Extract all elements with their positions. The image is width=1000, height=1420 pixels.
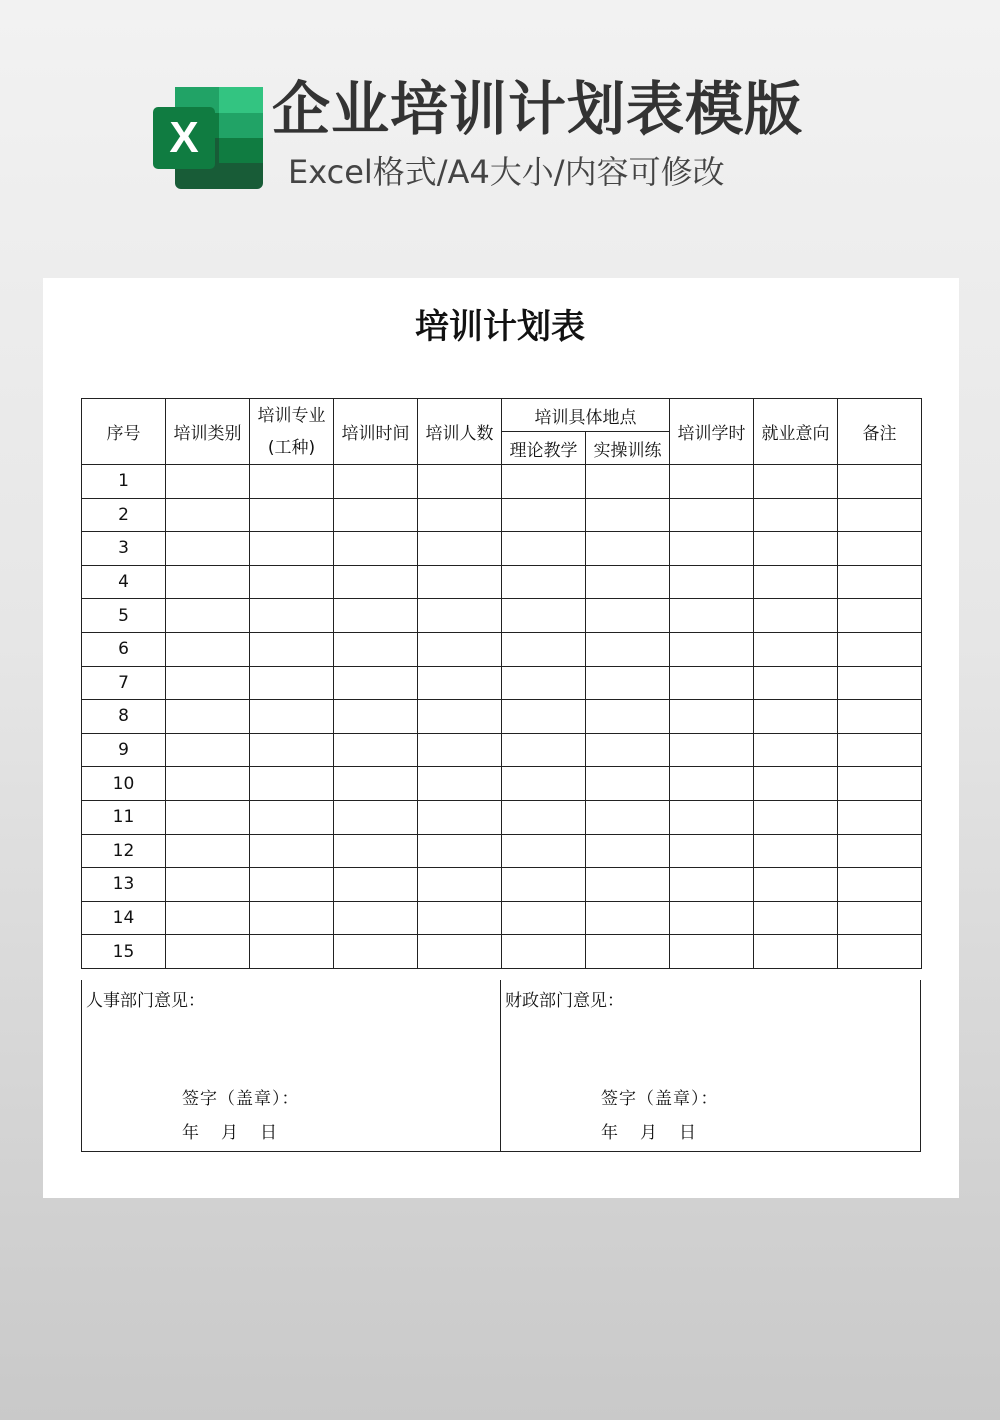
cell-time[interactable] (334, 767, 418, 801)
header-remark: 备注 (838, 399, 922, 465)
cell-practice[interactable] (586, 935, 670, 969)
cell-employment[interactable] (754, 465, 838, 499)
cell-theory[interactable] (502, 532, 586, 566)
cell-practice[interactable] (586, 666, 670, 700)
table-row (82, 733, 922, 767)
banner-subtitle: Excel格式/A4大小/内容可修改 (288, 153, 725, 191)
row-seq-cell: 6 (82, 632, 166, 666)
excel-logo-icon (153, 87, 265, 189)
cell-hours[interactable] (670, 498, 754, 532)
row-seq-cell: 2 (82, 498, 166, 532)
table-row (82, 767, 922, 801)
cell-remark[interactable] (838, 700, 922, 734)
cell-major[interactable] (250, 935, 334, 969)
cell-count[interactable] (418, 733, 502, 767)
cell-count[interactable] (418, 935, 502, 969)
cell-category[interactable] (166, 532, 250, 566)
finance-date-day: 日 (679, 1123, 696, 1143)
header-practice: 实操训练 (586, 432, 670, 465)
cell-employment[interactable] (754, 565, 838, 599)
table-row (82, 465, 922, 499)
cell-practice[interactable] (586, 498, 670, 532)
cell-practice[interactable] (586, 632, 670, 666)
cell-employment[interactable] (754, 767, 838, 801)
hr-date-day: 日 (260, 1123, 277, 1143)
cell-employment[interactable] (754, 868, 838, 902)
row-seq-cell: 5 (82, 599, 166, 633)
cell-hours[interactable] (670, 565, 754, 599)
cell-remark[interactable] (838, 834, 922, 868)
banner (0, 0, 1000, 240)
cell-time[interactable] (334, 733, 418, 767)
cell-category[interactable] (166, 666, 250, 700)
cell-count[interactable] (418, 565, 502, 599)
cell-time[interactable] (334, 599, 418, 633)
cell-practice[interactable] (586, 800, 670, 834)
cell-remark[interactable] (838, 599, 922, 633)
row-seq-cell: 12 (82, 834, 166, 868)
cell-employment[interactable] (754, 901, 838, 935)
hr-date-month: 月 (221, 1123, 238, 1143)
hr-signature-label: 签字（盖章）： (182, 1089, 300, 1109)
finance-date-month: 月 (640, 1123, 657, 1143)
cell-practice[interactable] (586, 532, 670, 566)
header-count: 培训人数 (418, 399, 502, 465)
finance-opinion-label: 财政部门意见： (505, 991, 624, 1011)
cell-time[interactable] (334, 868, 418, 902)
cell-employment[interactable] (754, 632, 838, 666)
cell-practice[interactable] (586, 599, 670, 633)
cell-major[interactable] (250, 834, 334, 868)
cell-time[interactable] (334, 700, 418, 734)
cell-practice[interactable] (586, 700, 670, 734)
table-body (82, 465, 922, 969)
table-row (82, 868, 922, 902)
header-employment: 就业意向 (754, 399, 838, 465)
table-row (82, 800, 922, 834)
cell-major[interactable] (250, 700, 334, 734)
finance-opinion-cell[interactable] (501, 980, 920, 1151)
cell-theory[interactable] (502, 733, 586, 767)
cell-major[interactable] (250, 532, 334, 566)
cell-hours[interactable] (670, 935, 754, 969)
cell-major[interactable] (250, 632, 334, 666)
cell-employment[interactable] (754, 733, 838, 767)
cell-practice[interactable] (586, 465, 670, 499)
table-row (82, 666, 922, 700)
header-location: 培训具体地点 (502, 399, 670, 432)
cell-major[interactable] (250, 868, 334, 902)
header-seq: 序号 (82, 399, 166, 465)
cell-major[interactable] (250, 666, 334, 700)
cell-hours[interactable] (670, 465, 754, 499)
cell-employment[interactable] (754, 498, 838, 532)
cell-count[interactable] (418, 834, 502, 868)
row-seq-cell: 7 (82, 666, 166, 700)
cell-remark[interactable] (838, 767, 922, 801)
header-major (250, 399, 334, 465)
cell-time[interactable] (334, 935, 418, 969)
table-row (82, 599, 922, 633)
cell-theory[interactable] (502, 700, 586, 734)
cell-time[interactable] (334, 465, 418, 499)
cell-time[interactable] (334, 532, 418, 566)
finance-date-year: 年 (601, 1123, 618, 1143)
cell-count[interactable] (418, 666, 502, 700)
cell-theory[interactable] (502, 834, 586, 868)
table-row (82, 632, 922, 666)
row-seq-cell: 15 (82, 935, 166, 969)
cell-hours[interactable] (670, 800, 754, 834)
cell-theory[interactable] (502, 868, 586, 902)
cell-category[interactable] (166, 465, 250, 499)
cell-employment[interactable] (754, 700, 838, 734)
cell-remark[interactable] (838, 532, 922, 566)
cell-theory[interactable] (502, 498, 586, 532)
banner-title: 企业培训计划表模版 (272, 75, 804, 143)
cell-major[interactable] (250, 733, 334, 767)
cell-remark[interactable] (838, 868, 922, 902)
cell-time[interactable] (334, 498, 418, 532)
cell-time[interactable] (334, 834, 418, 868)
sheet-title: 培训计划表 (415, 307, 585, 347)
cell-hours[interactable] (670, 700, 754, 734)
cell-theory[interactable] (502, 935, 586, 969)
cell-theory[interactable] (502, 767, 586, 801)
table-row (82, 700, 922, 734)
cell-major[interactable] (250, 901, 334, 935)
cell-category[interactable] (166, 599, 250, 633)
row-seq-cell: 8 (82, 700, 166, 734)
opinion-section (81, 980, 921, 1152)
cell-theory[interactable] (502, 901, 586, 935)
cell-category[interactable] (166, 700, 250, 734)
cell-employment[interactable] (754, 532, 838, 566)
cell-count[interactable] (418, 498, 502, 532)
cell-time[interactable] (334, 565, 418, 599)
cell-hours[interactable] (670, 767, 754, 801)
cell-major[interactable] (250, 565, 334, 599)
cell-count[interactable] (418, 767, 502, 801)
table-row (82, 532, 922, 566)
training-plan-table (81, 398, 922, 969)
cell-major[interactable] (250, 800, 334, 834)
cell-category[interactable] (166, 868, 250, 902)
table-row (82, 935, 922, 969)
cell-remark[interactable] (838, 733, 922, 767)
cell-category[interactable] (166, 565, 250, 599)
cell-count[interactable] (418, 465, 502, 499)
cell-practice[interactable] (586, 834, 670, 868)
cell-major[interactable] (250, 767, 334, 801)
cell-hours[interactable] (670, 733, 754, 767)
table-row (82, 901, 922, 935)
row-seq-cell: 14 (82, 901, 166, 935)
cell-time[interactable] (334, 666, 418, 700)
cell-category[interactable] (166, 767, 250, 801)
cell-category[interactable] (166, 901, 250, 935)
cell-employment[interactable] (754, 599, 838, 633)
cell-time[interactable] (334, 901, 418, 935)
cell-count[interactable] (418, 800, 502, 834)
row-seq-cell: 9 (82, 733, 166, 767)
cell-employment[interactable] (754, 800, 838, 834)
cell-practice[interactable] (586, 565, 670, 599)
cell-remark[interactable] (838, 935, 922, 969)
cell-hours[interactable] (670, 632, 754, 666)
cell-count[interactable] (418, 901, 502, 935)
cell-hours[interactable] (670, 868, 754, 902)
cell-practice[interactable] (586, 733, 670, 767)
cell-count[interactable] (418, 599, 502, 633)
cell-major[interactable] (250, 599, 334, 633)
cell-hours[interactable] (670, 834, 754, 868)
cell-hours[interactable] (670, 666, 754, 700)
cell-time[interactable] (334, 632, 418, 666)
cell-remark[interactable] (838, 901, 922, 935)
hr-opinion-cell[interactable] (82, 980, 501, 1151)
cell-category[interactable] (166, 632, 250, 666)
hr-date-year: 年 (182, 1123, 199, 1143)
cell-theory[interactable] (502, 599, 586, 633)
cell-remark[interactable] (838, 565, 922, 599)
table-row (82, 565, 922, 599)
header-time: 培训时间 (334, 399, 418, 465)
cell-employment[interactable] (754, 834, 838, 868)
header-category: 培训类别 (166, 399, 250, 465)
cell-remark[interactable] (838, 498, 922, 532)
cell-remark[interactable] (838, 800, 922, 834)
cell-count[interactable] (418, 700, 502, 734)
excel-logo-letter: X (169, 113, 199, 162)
table-row (82, 498, 922, 532)
cell-hours[interactable] (670, 599, 754, 633)
header-hours: 培训学时 (670, 399, 754, 465)
cell-category[interactable] (166, 834, 250, 868)
header-major-line1: 培训专业 (257, 405, 326, 426)
row-seq-cell: 1 (82, 465, 166, 499)
cell-hours[interactable] (670, 901, 754, 935)
cell-count[interactable] (418, 532, 502, 566)
cell-count[interactable] (418, 868, 502, 902)
cell-major[interactable] (250, 465, 334, 499)
cell-count[interactable] (418, 632, 502, 666)
row-seq-cell: 11 (82, 800, 166, 834)
cell-remark[interactable] (838, 465, 922, 499)
cell-remark[interactable] (838, 632, 922, 666)
row-seq-cell: 10 (82, 767, 166, 801)
cell-employment[interactable] (754, 935, 838, 969)
cell-category[interactable] (166, 935, 250, 969)
cell-remark[interactable] (838, 666, 922, 700)
finance-date (601, 1118, 718, 1143)
cell-practice[interactable] (586, 901, 670, 935)
cell-employment[interactable] (754, 666, 838, 700)
cell-time[interactable] (334, 800, 418, 834)
row-seq-cell: 3 (82, 532, 166, 566)
table-row (82, 834, 922, 868)
cell-practice[interactable] (586, 767, 670, 801)
cell-theory[interactable] (502, 800, 586, 834)
cell-practice[interactable] (586, 868, 670, 902)
cell-major[interactable] (250, 498, 334, 532)
cell-category[interactable] (166, 800, 250, 834)
cell-theory[interactable] (502, 666, 586, 700)
row-seq-cell: 4 (82, 565, 166, 599)
row-seq-cell: 13 (82, 868, 166, 902)
header-theory: 理论教学 (502, 432, 586, 465)
cell-category[interactable] (166, 498, 250, 532)
cell-theory[interactable] (502, 565, 586, 599)
cell-category[interactable] (166, 733, 250, 767)
hr-date (182, 1118, 299, 1143)
hr-opinion-label: 人事部门意见： (86, 991, 205, 1011)
cell-theory[interactable] (502, 465, 586, 499)
header-major-line2: (工种) (267, 437, 316, 458)
finance-signature-label: 签字（盖章）： (601, 1089, 719, 1109)
cell-theory[interactable] (502, 632, 586, 666)
cell-hours[interactable] (670, 532, 754, 566)
